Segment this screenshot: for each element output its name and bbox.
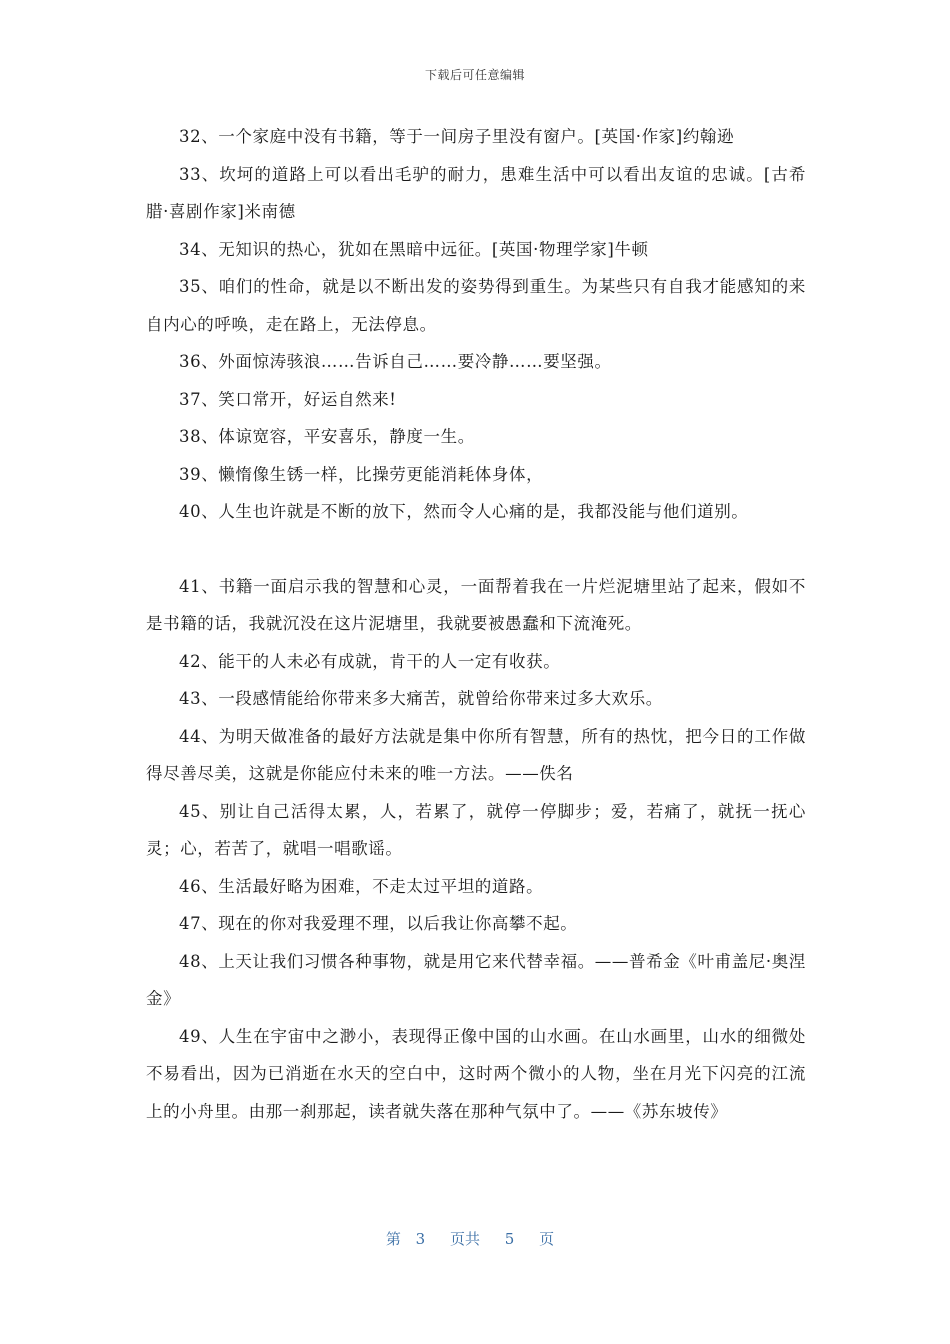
quote-34: 34、无知识的热心，犹如在黑暗中远征。[英国·物理学家]牛顿 [179, 239, 649, 259]
quote-44: 44、为明天做准备的最好方法就是集中你所有智慧，所有的热忱，把今日的工作做得尽善尽美，这就是你能应付未来的唯一方法。——佚名 [146, 726, 806, 783]
footer-suffix: 页 [539, 1230, 555, 1248]
quote-list [146, 118, 806, 1130]
quote-32: 32、一个家庭中没有书籍，等于一间房子里没有窗户。[英国·作家]约翰逊 [179, 127, 735, 146]
footer-page-number: 3 [415, 1230, 426, 1248]
quote-38: 38、体谅宽容，平安喜乐，静度一生。 [179, 427, 475, 446]
footer-total-pages: 5 [504, 1230, 515, 1248]
quote-39: 39、懒惰像生锈一样，比操劳更能消耗体身体， [179, 464, 544, 484]
quote-33: 33、坎坷的道路上可以看出毛驴的耐力，患难生活中可以看出友谊的忠诚。[古希腊·喜剧作家]米南德 [146, 164, 806, 221]
quote-36: 36、外面惊涛骇浪……告诉自己……要冷静……要坚强。 [179, 352, 612, 371]
quote-41: 41、书籍一面启示我的智慧和心灵，一面帮着我在一片烂泥塘里站了起来，假如不是书籍的话，我就沉没在这片泥塘里，我就要被愚蠢和下流淹死。 [146, 576, 806, 633]
quote-37: 37、笑口常开，好运自然来! [179, 389, 397, 409]
quote-45: 45、别让自己活得太累，人，若累了，就停一停脚步；爱，若痛了，就抚一抚心灵；心，若苦了，就唱一唱歌谣。 [146, 801, 806, 858]
quote-35: 35、咱们的性命，就是以不断出发的姿势得到重生。为某些只有自我才能感知的来自内心的呼唤，走在路上，无法停息。 [146, 277, 806, 334]
quote-43: 43、一段感情能给你带来多大痛苦，就曾给你带来过多大欢乐。 [179, 689, 663, 708]
paragraph-gap [146, 531, 806, 568]
quote-40: 40、人生也许就是不断的放下，然而令人心痛的是，我都没能与他们道别。 [179, 502, 749, 521]
quote-48: 48、上天让我们习惯各种事物，就是用它来代替幸福。——普希金《叶甫盖尼·奥涅金》 [146, 951, 806, 1008]
quote-47: 47、现在的你对我爱理不理，以后我让你高攀不起。 [179, 914, 578, 933]
quote-46: 46、生活最好略为困难，不走太过平坦的道路。 [179, 876, 544, 896]
quote-49: 49、人生在宇宙中之渺小，表现得正像中国的山水画。在山水画里，山水的细微处不易看出，因为已消逝在水天的空白中，这时两个微小的人物，坐在月光下闪亮的江流上的小舟里。由那一刹那起，读者就失落在那种气氛中了。——《苏东坡传》 [146, 1026, 806, 1121]
quote-42: 42、能干的人未必有成就，肯干的人一定有收获。 [179, 651, 561, 671]
footer-prefix: 第 [385, 1230, 401, 1248]
footer-middle: 页共 [449, 1230, 480, 1248]
page-header: 下载后可任意编辑 [424, 68, 525, 82]
page-footer [0, 1228, 950, 1249]
